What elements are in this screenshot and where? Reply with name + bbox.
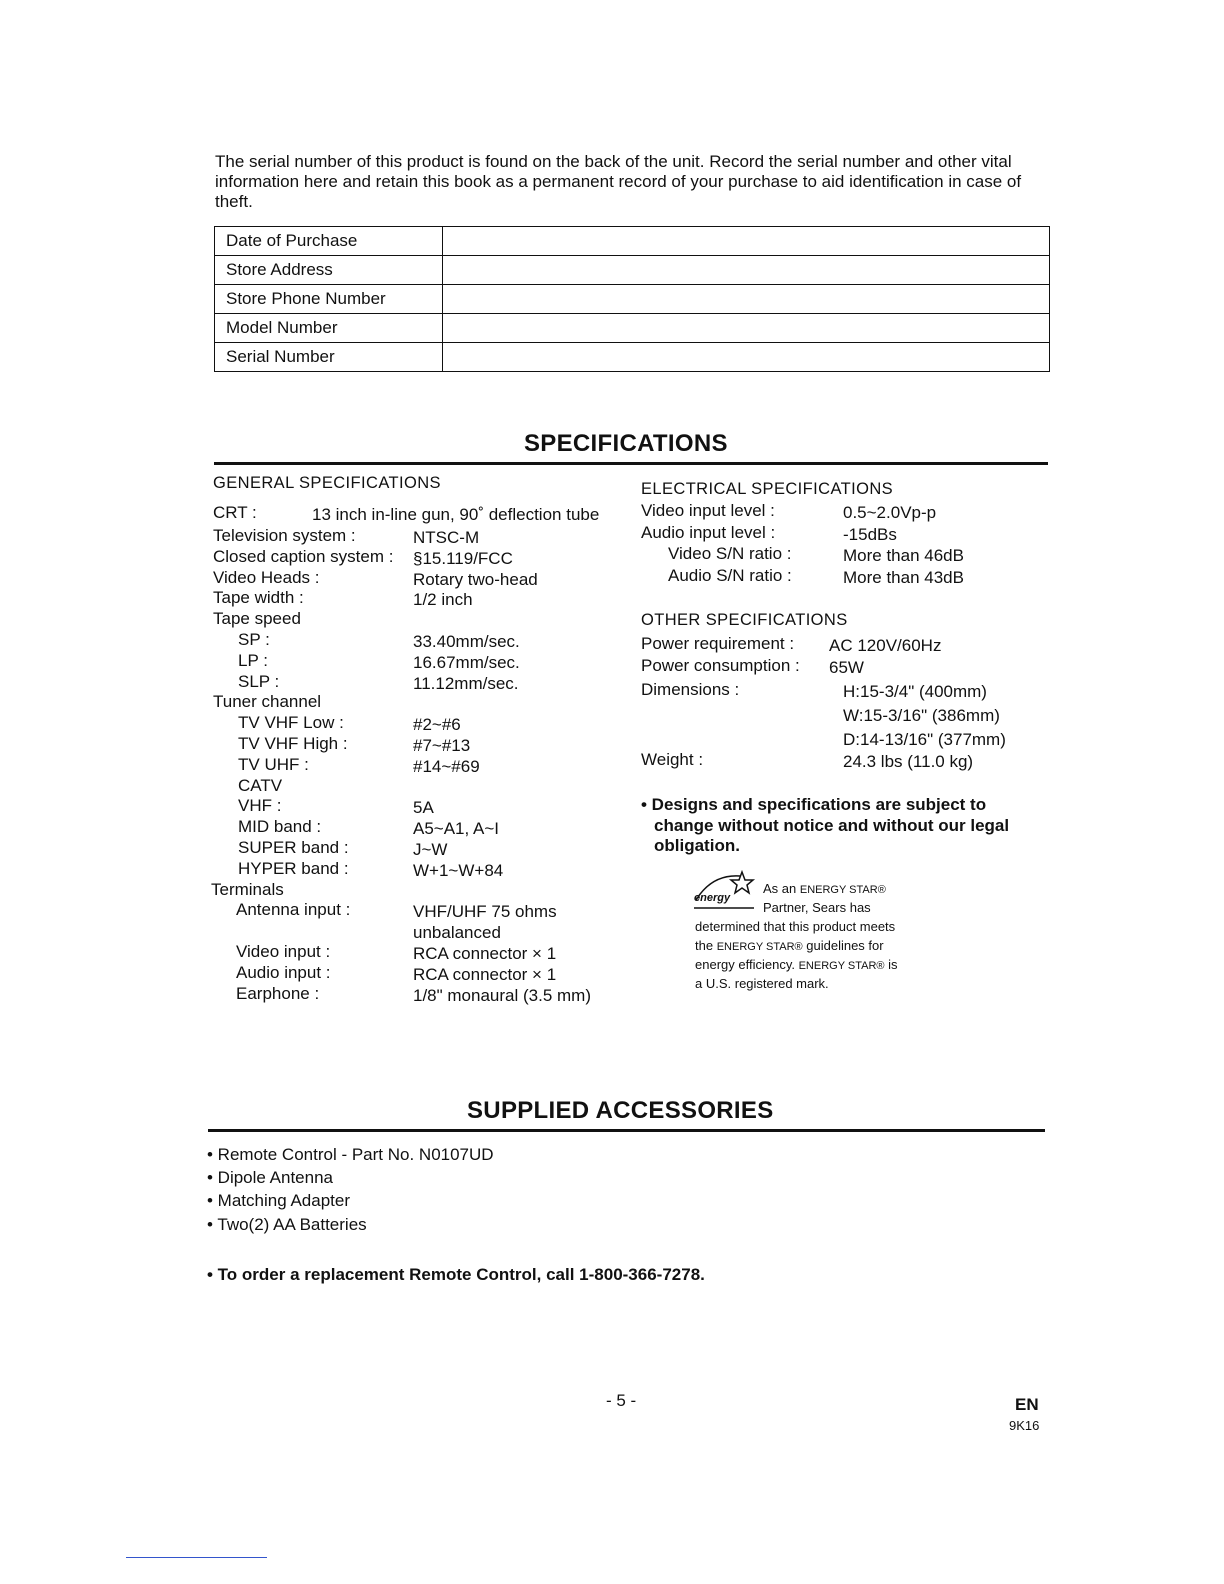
- general-spec-value: 11.12mm/sec.: [413, 673, 519, 693]
- energy-star-icon: [692, 870, 762, 912]
- energy-star-line: [763, 879, 886, 900]
- energy-star-text: is: [888, 957, 898, 972]
- other-spec-label: Weight :: [641, 750, 704, 769]
- record-label: Model Number: [215, 314, 443, 343]
- general-spec-label: TV VHF Low :: [238, 713, 344, 733]
- general-spec-value: VHF/UHF 75 ohms: [413, 902, 557, 922]
- electrical-spec-value: More than 46dB: [843, 546, 964, 565]
- general-spec-label: Tape speed: [213, 609, 301, 629]
- general-spec-value: 5A: [413, 798, 434, 818]
- document-code: 9K16: [1009, 1418, 1040, 1433]
- general-spec-value: #7~#13: [413, 736, 471, 755]
- general-spec-label: VHF :: [238, 796, 282, 816]
- record-label: Date of Purchase: [215, 227, 443, 256]
- general-spec-value: A5~A1, A~I: [413, 819, 500, 839]
- general-spec-value: #14~#69: [413, 756, 480, 776]
- general-spec-label: Audio input :: [236, 962, 331, 982]
- general-spec-label: Closed caption system :: [213, 546, 394, 566]
- energy-star-text: energy efficiency.: [695, 957, 795, 972]
- general-spec-label: CATV: [238, 775, 283, 795]
- general-spec-value: Rotary two-head: [413, 569, 538, 589]
- footer-rule: [126, 1557, 267, 1558]
- electrical-spec-label: Video input level :: [641, 501, 775, 520]
- accessory-item: • Two(2) AA Batteries: [207, 1215, 367, 1234]
- record-label: Store Phone Number: [215, 285, 443, 314]
- general-spec-value: W+1~W+84: [413, 860, 504, 880]
- energy-star-mark: ENERGY STAR®: [799, 884, 886, 896]
- general-spec-value: J~W: [413, 840, 448, 859]
- general-spec-label: Terminals: [211, 879, 284, 899]
- other-spec-value: H:15-3/4" (400mm): [843, 682, 987, 701]
- energy-star-text: the: [695, 938, 714, 953]
- other-spec-label: Power consumption :: [641, 656, 800, 675]
- general-spec-label: Tape width :: [213, 588, 304, 608]
- general-spec-label: Earphone :: [236, 983, 320, 1003]
- accessory-item: • Dipole Antenna: [207, 1168, 333, 1187]
- other-spec-value: W:15-3/16" (386mm): [843, 706, 1000, 725]
- section-rule: [214, 462, 1048, 465]
- electrical-specs-title: ELECTRICAL SPECIFICATIONS: [641, 480, 894, 498]
- other-specs-title: OTHER SPECIFICATIONS: [641, 611, 848, 629]
- notice-line: change without notice and without our legal: [654, 816, 1010, 835]
- energy-star-text: As an: [763, 881, 797, 896]
- general-spec-value: 1/2 inch: [413, 590, 473, 610]
- general-spec-value: 16.67mm/sec.: [413, 652, 520, 672]
- general-spec-value: 33.40mm/sec.: [413, 632, 520, 651]
- record-field: [443, 227, 1050, 256]
- energy-star-line: determined that this product meets: [695, 919, 896, 934]
- electrical-spec-value: -15dBs: [843, 524, 897, 544]
- general-spec-label: Video input :: [236, 942, 331, 961]
- electrical-spec-label: Audio input level :: [641, 522, 776, 542]
- general-spec-label: HYPER band :: [238, 858, 349, 878]
- record-field: [443, 343, 1050, 372]
- energy-star-line: [695, 955, 898, 976]
- general-spec-value: unbalanced: [413, 923, 501, 943]
- table-row: [215, 256, 1050, 285]
- general-spec-value: §15.119/FCC: [413, 548, 513, 568]
- record-label: Serial Number: [215, 343, 443, 372]
- energy-star-line: Partner, Sears has: [763, 900, 871, 915]
- table-row: [215, 285, 1050, 314]
- general-spec-label: SP :: [238, 630, 270, 649]
- record-label: Store Address: [215, 256, 443, 285]
- general-spec-label: Antenna input :: [236, 900, 351, 920]
- energy-star-line: [695, 936, 884, 957]
- page-number: - 5 -: [606, 1391, 637, 1410]
- crt-label: CRT :: [213, 503, 257, 522]
- general-spec-value: NTSC-M: [413, 528, 480, 547]
- general-spec-value: RCA connector × 1: [413, 964, 557, 984]
- table-row: [215, 343, 1050, 372]
- general-spec-value: RCA connector × 1: [413, 944, 557, 963]
- other-spec-label: Power requirement :: [641, 634, 795, 653]
- electrical-spec-value: 0.5~2.0Vp-p: [843, 503, 937, 522]
- energy-star-logo-text: energy: [694, 892, 731, 904]
- accessory-item: • Remote Control - Part No. N0107UD: [207, 1145, 494, 1164]
- general-spec-label: Video Heads :: [213, 567, 320, 587]
- electrical-spec-value: More than 43dB: [843, 567, 964, 587]
- intro-paragraph: The serial number of this product is found on the back of the unit. Record the serial number and other vital information here and retain this book as a permanent record of your purchase to aid identification in case of theft.: [215, 152, 1022, 211]
- specifications-heading: SPECIFICATIONS: [524, 430, 728, 457]
- general-spec-label: SLP :: [238, 671, 280, 691]
- general-spec-label: Tuner channel: [213, 692, 322, 712]
- electrical-spec-label: Video S/N ratio :: [668, 544, 792, 563]
- table-row: [215, 314, 1050, 343]
- section-rule: [208, 1129, 1045, 1132]
- energy-star-logo: [692, 870, 762, 912]
- general-spec-label: Television system :: [213, 526, 356, 545]
- accessories-heading: SUPPLIED ACCESSORIES: [467, 1097, 774, 1124]
- notice-line: obligation.: [654, 836, 740, 855]
- notice-line: • Designs and specifications are subject to: [641, 795, 987, 814]
- accessory-item: • Matching Adapter: [207, 1191, 350, 1210]
- general-spec-value: #2~#6: [413, 715, 461, 735]
- table-row: [215, 227, 1050, 256]
- electrical-spec-label: Audio S/N ratio :: [668, 565, 792, 585]
- record-table: [214, 226, 1050, 372]
- general-spec-label: LP :: [238, 650, 268, 670]
- other-spec-value: 24.3 lbs (11.0 kg): [843, 752, 974, 771]
- record-field: [443, 256, 1050, 285]
- other-spec-label: Dimensions :: [641, 680, 740, 699]
- general-spec-value: 1/8" monaural (3.5 mm): [413, 985, 591, 1005]
- energy-star-text: guidelines for: [806, 938, 884, 953]
- other-spec-value: AC 120V/60Hz: [829, 636, 942, 655]
- energy-star-mark: ENERGY STAR®: [716, 941, 803, 953]
- general-spec-label: TV VHF High :: [238, 734, 348, 753]
- other-spec-value: 65W: [829, 658, 864, 677]
- record-field: [443, 314, 1050, 343]
- general-specs-title: GENERAL SPECIFICATIONS: [213, 474, 441, 492]
- record-field: [443, 285, 1050, 314]
- general-spec-label: TV UHF :: [238, 754, 309, 774]
- language-code: EN: [1015, 1395, 1039, 1414]
- other-spec-value: D:14-13/16" (377mm): [843, 730, 1006, 749]
- general-spec-label: MID band :: [238, 817, 322, 837]
- order-note: • To order a replacement Remote Control, call 1-800-366-7278.: [207, 1265, 705, 1284]
- energy-star-line: a U.S. registered mark.: [695, 976, 829, 991]
- crt-value: 13 inch in-line gun, 90˚ deflection tube: [312, 505, 600, 524]
- energy-star-mark: ENERGY STAR®: [798, 960, 885, 972]
- general-spec-label: SUPER band :: [238, 838, 349, 857]
